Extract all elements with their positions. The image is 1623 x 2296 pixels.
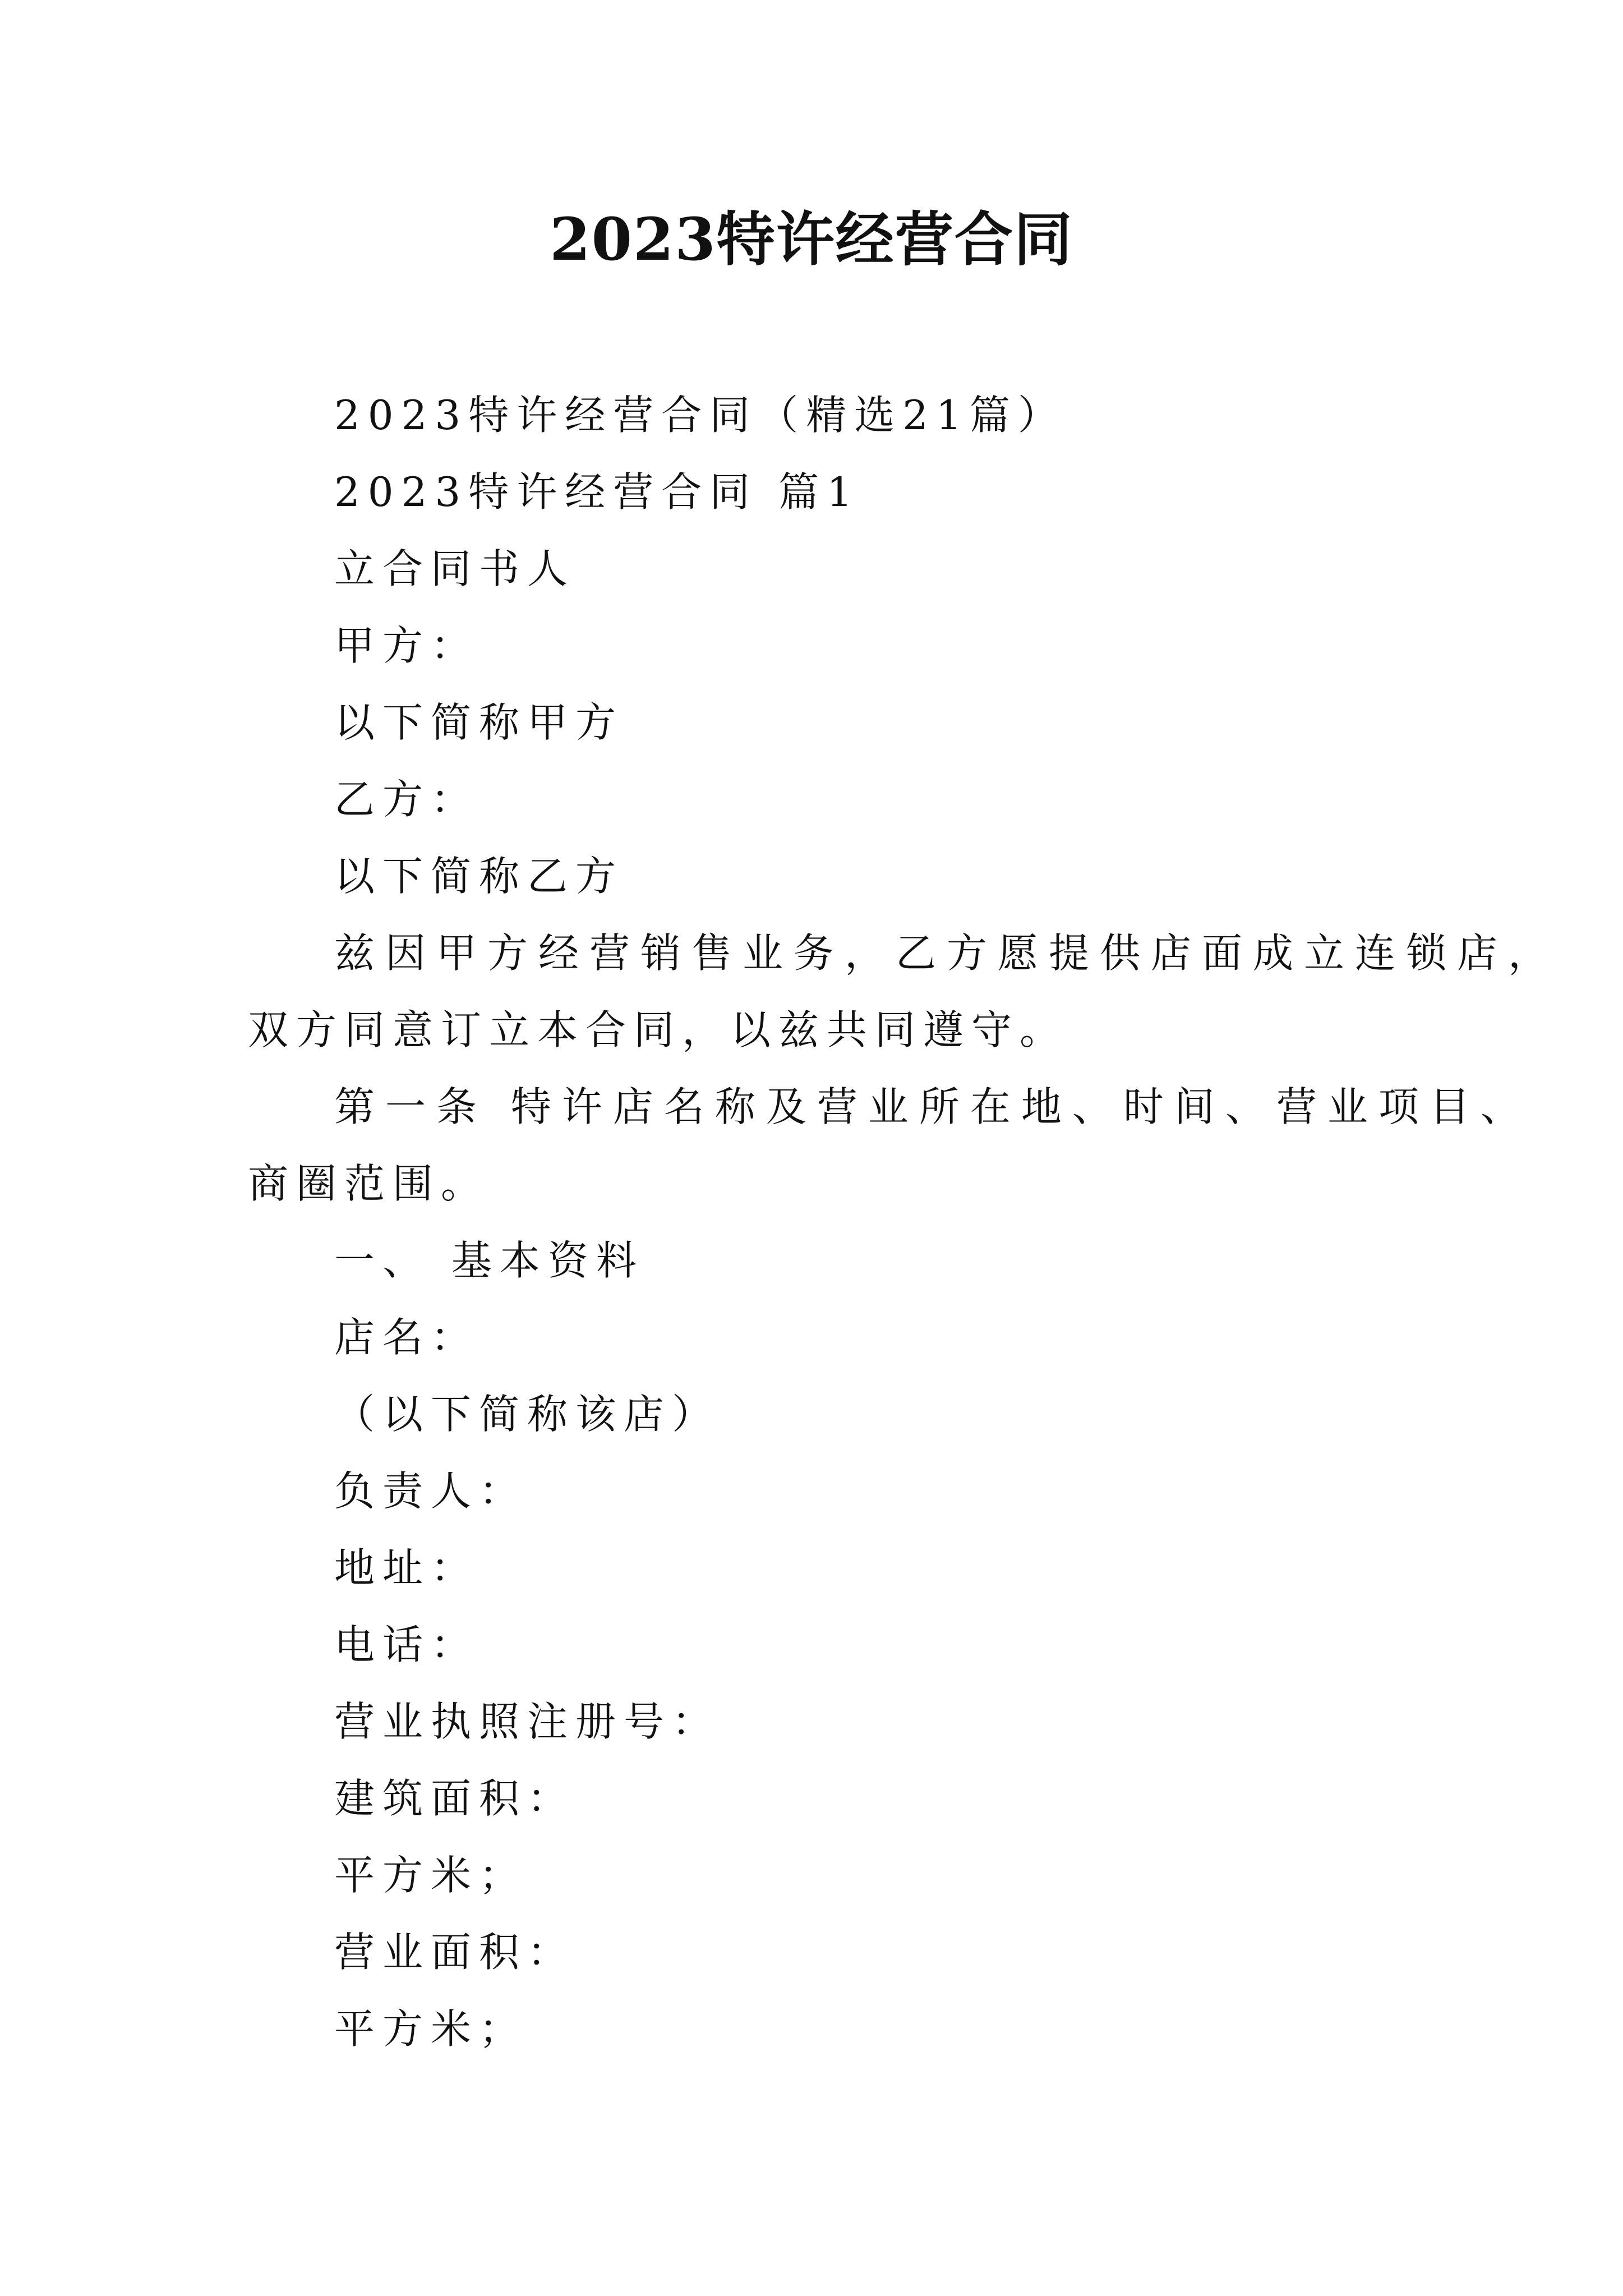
body-line: 立合同书人	[334, 545, 576, 592]
body-line: 建筑面积：	[334, 1775, 576, 1822]
body-line: 乙方：	[334, 776, 479, 823]
body-line: 2023特许经营合同（精选21篇）	[334, 392, 1066, 439]
body-line: 平方米；	[334, 1852, 528, 1899]
body-line: 营业面积：	[334, 1929, 576, 1976]
body-line: 平方米；	[334, 2005, 528, 2053]
document-title: 2023特许经营合同	[550, 205, 1073, 274]
body-line: 地址：	[334, 1544, 479, 1591]
body-line: 负责人：	[334, 1467, 528, 1515]
body-line: 一、 基本资料	[334, 1237, 644, 1284]
body-line: 店名：	[334, 1314, 479, 1361]
body-line: 第一条 特许店名称及营业所在地、时间、营业项目、	[334, 1083, 1532, 1130]
body-line: 以下简称乙方	[334, 853, 624, 900]
body-line: 营业执照注册号：	[334, 1698, 721, 1745]
body-line: 兹因甲方经营销售业务，乙方愿提供店面成立连锁店，	[334, 930, 1560, 977]
body-line: 电话：	[334, 1621, 479, 1668]
body-line: 双方同意订立本合同，以兹共同遵守。	[248, 1006, 1068, 1053]
body-line: 甲方：	[334, 622, 479, 669]
body-line: （以下简称该店）	[334, 1391, 721, 1438]
body-line: 以下简称甲方	[334, 699, 624, 746]
body-line: 商圈范围。	[248, 1160, 490, 1207]
body-line: 2023特许经营合同 篇1	[334, 468, 860, 516]
